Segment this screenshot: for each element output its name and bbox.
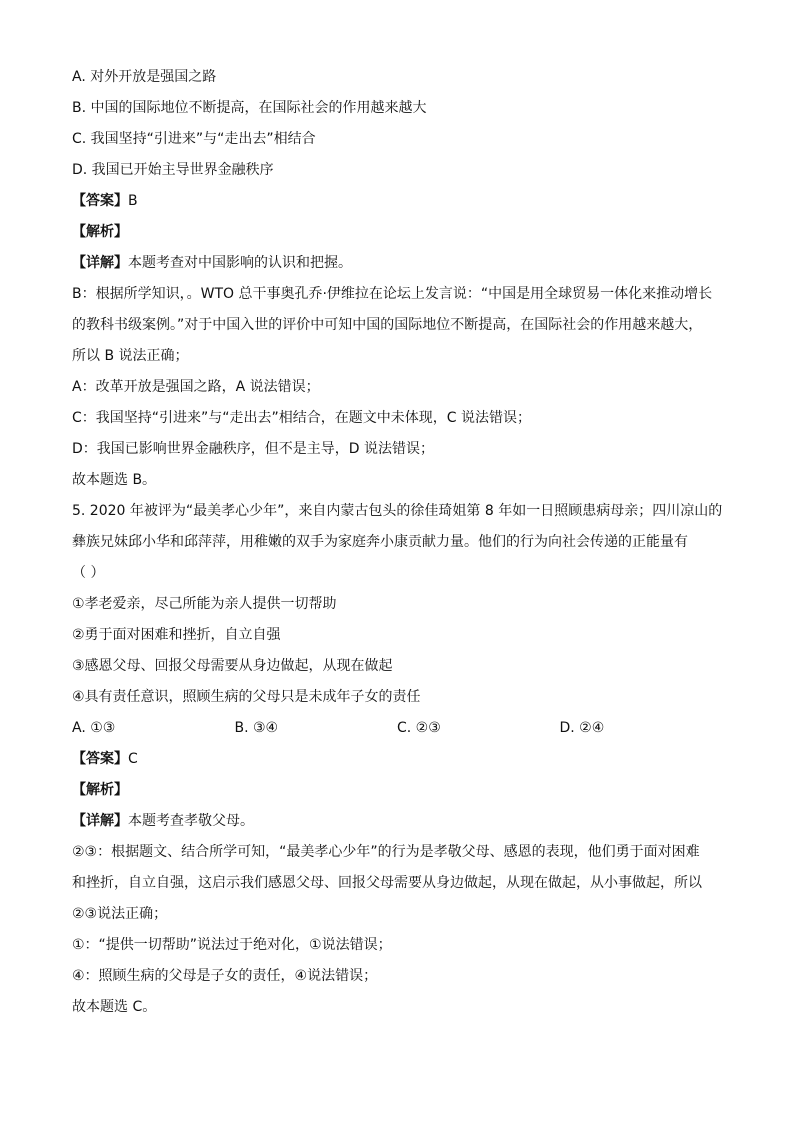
answer-label: 【答案】 [72, 193, 128, 209]
q5-answer [72, 744, 722, 775]
q5-choice-c: C. ②③ [397, 720, 441, 736]
q4-option-c: C. 我国坚持“引进来”与“走出去”相结合 [72, 131, 316, 147]
detail-label: 【详解】 [72, 255, 128, 271]
q4-explain-line: 故本题选 B。 [72, 472, 157, 488]
q4-explain-line: A：改革开放是强国之路，A 说法错误； [72, 379, 320, 395]
q5-analysis-label: 【解析】 [72, 782, 128, 798]
q5-stem-line: 彝族兄妹邱小华和邱萍萍，用稚嫩的双手为家庭奔小康贡献力量。他们的行为向社会传递的正能量有 [72, 534, 688, 550]
q5-explain-line: ②③：根据题文、结合所学可知，“最美孝心少年”的行为是孝敬父母、感恩的表现，他们勇于面对困难 [72, 844, 700, 860]
q4-option-d: D. 我国已开始主导世界金融秩序 [72, 162, 274, 178]
detail-text: 本题考查孝敬父母。 [128, 813, 254, 829]
q4-explain-line: 所以 B 说法正确； [72, 348, 189, 364]
detail-label: 【详解】 [72, 813, 128, 829]
q5-stem-line: （ ） [72, 565, 105, 581]
q4-explain-line: D：我国已影响世界金融秩序，但不是主导，D 说法错误； [72, 441, 435, 457]
q5-statement: ②勇于面对困难和挫折，自立自强 [72, 627, 281, 643]
q4-explain-line: C：我国坚持“引进来”与“走出去”相结合，在题文中未体现，C 说法错误； [72, 410, 532, 426]
detail-text: 本题考查对中国影响的认识和把握。 [128, 255, 352, 271]
answer-value: B [128, 193, 138, 209]
q5-choice-a: A. ①③ [72, 720, 116, 736]
q4-option-a: A. 对外开放是强国之路 [72, 69, 217, 85]
q4-analysis-label: 【解析】 [72, 224, 128, 240]
q4-explain-line: B：根据所学知识，。WTO 总干事奥孔乔·伊维拉在论坛上发言说：“中国是用全球贸易一体化来推动增长 [72, 286, 713, 302]
q5-explain-line: ④：照顾生病的父母是子女的责任，④说法错误； [72, 968, 378, 984]
q4-answer [72, 186, 722, 217]
q5-explain-line: 和挫折，自立自强，这启示我们感恩父母、回报父母需要从身边做起，从现在做起，从小事做起，所以 [72, 875, 702, 891]
answer-label: 【答案】 [72, 751, 128, 767]
answer-value: C [128, 751, 138, 767]
q4-explain-line: 的教科书级案例。”对于中国入世的评价中可知中国的国际地位不断提高，在国际社会的作用越来越大， [72, 317, 703, 333]
q5-explain-line: ①：“提供一切帮助”说法过于绝对化，①说法错误； [72, 937, 392, 953]
q5-detail [72, 806, 722, 837]
q5-choice-b: B. ③④ [234, 720, 279, 736]
q4-detail [72, 248, 722, 279]
q5-choice-d: D. ②④ [559, 720, 605, 736]
q5-choices [72, 713, 722, 744]
q5-stem-line: 5. 2020 年被评为“最美孝心少年”，来自内蒙古包头的徐佳琦姐第 8 年如一日照顾患病母亲；四川凉山的 [72, 503, 723, 519]
q5-explain-line: 故本题选 C。 [72, 999, 157, 1015]
q5-statement: ④具有责任意识，照顾生病的父母只是未成年子女的责任 [72, 689, 421, 705]
q5-statement: ③感恩父母、回报父母需要从身边做起，从现在做起 [72, 658, 393, 674]
q5-statement: ①孝老爱亲，尽己所能为亲人提供一切帮助 [72, 596, 337, 612]
document-page [72, 62, 722, 1023]
q5-explain-line: ②③说法正确； [72, 906, 168, 922]
q4-option-b: B. 中国的国际地位不断提高，在国际社会的作用越来越大 [72, 100, 427, 116]
